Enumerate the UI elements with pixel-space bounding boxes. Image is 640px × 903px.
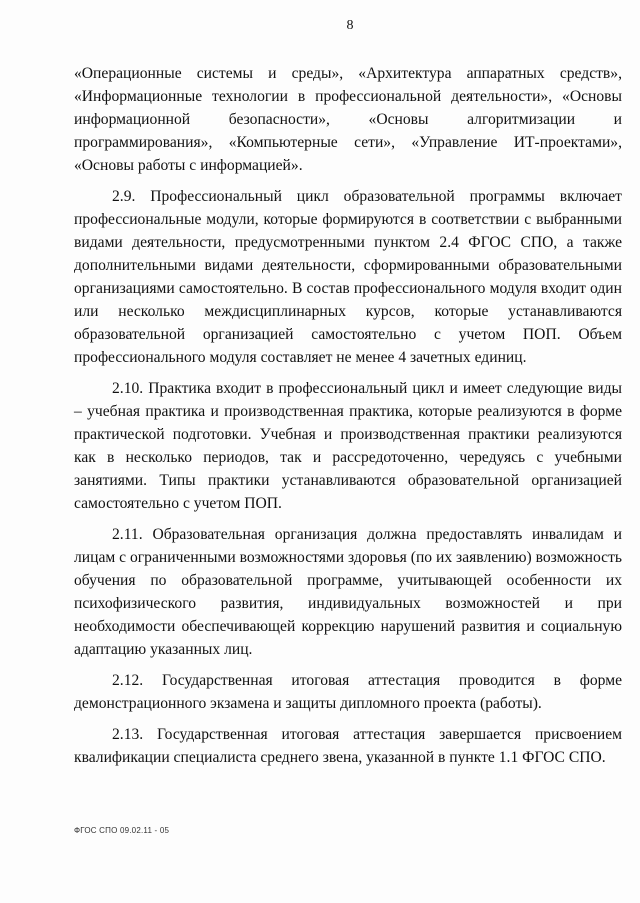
paragraph-2-10: 2.10. Практика входит в профессиональный цикл и имеет следующие виды – учебная практика и производственная практика, которые реализуются в форме практической подготовки. Учебная и производственная практики реализуются как в несколько периодов, так и рассредоточенно, чередуясь с учебными занятиями. Типы практики устанавливаются образовательной организацией самостоятельно с учетом ПОП.	[74, 380, 622, 512]
paragraph-2-11: 2.11. Образовательная организация должна предоставлять инвалидам и лицам с ограниченными возможностями здоровья (по их заявлению) возможность обучения по образовательной программе, учитывающей особенности их психофизического развития, индивидуальных возможностей и при необходимости обеспечивающей коррекцию нарушений развития и социальную адаптацию указанных лиц.	[74, 526, 622, 658]
paragraph-2-12: 2.12. Государственная итоговая аттестация проводится в форме демонстрационного экзамена и защиты дипломного проекта (работы).	[74, 672, 622, 712]
document-body	[74, 62, 622, 769]
page-number: 8	[346, 18, 354, 33]
paragraph-2-9: 2.9. Профессиональный цикл образовательной программы включает профессиональные модули, которые формируются в соответствии с выбранными видами деятельности, предусмотренными пунктом 2.4 ФГОС СПО, а также дополнительными видами деятельности, сформированными образовательными организациями самостоятельно. В состав профессионального модуля входит один или несколько междисциплинарных курсов, которые устанавливаются образовательной организацией самостоятельно с учетом ПОП. Объем профессионального модуля составляет не менее 4 зачетных единиц.	[74, 188, 622, 366]
footer-document-code: ФГОС СПО 09.02.11 - 05	[74, 826, 170, 835]
paragraph-disciplines-list: «Операционные системы и среды», «Архитектура аппаратных средств», «Информационные технологии в профессиональной деятельности», «Основы информационной безопасности», «Основы алгоритмизации и программирования», «Компьютерные сети», «Управление ИТ-проектами», «Основы работы с информацией».	[74, 65, 622, 174]
paragraph-2-13: 2.13. Государственная итоговая аттестация завершается присвоением квалификации специалиста среднего звена, указанной в пункте 1.1 ФГОС СПО.	[74, 726, 622, 766]
